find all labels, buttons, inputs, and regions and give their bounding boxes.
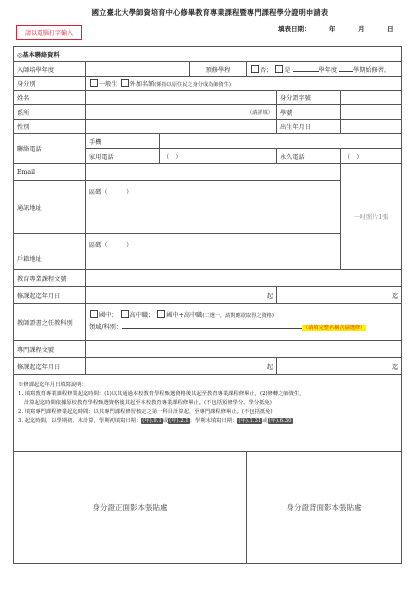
- mail-zip: 區碼（ ）: [89, 189, 133, 196]
- note-3a: 3. 起迄時間，以學期初、末計算，學期初填寫日期：: [18, 418, 142, 424]
- home-area-code: （ ）: [163, 153, 182, 161]
- cert-junior-checkbox[interactable]: [90, 310, 98, 318]
- domain-line: [89, 322, 398, 334]
- prof-period-label: 修課起迄年月日: [14, 358, 86, 375]
- home-phone-field[interactable]: [160, 149, 277, 164]
- prof-courses-label: 專門課程文號: [14, 341, 86, 358]
- date-sep-1: (年).9.1: [142, 418, 162, 424]
- pre-study-options: [247, 62, 402, 77]
- id-no-field[interactable]: [341, 91, 402, 105]
- note-3: [18, 417, 397, 426]
- id-back-area: [247, 452, 402, 564]
- prof-period-from[interactable]: [86, 358, 277, 375]
- cert-senior-checkbox[interactable]: [121, 310, 129, 318]
- id-back-label: 身分證背面影本張貼處: [286, 503, 362, 512]
- notes: [18, 381, 397, 426]
- email-field[interactable]: [86, 164, 341, 181]
- pre-yes-checkbox[interactable]: [275, 65, 283, 73]
- fill-date: [278, 24, 394, 33]
- identity-general-checkbox[interactable]: [90, 79, 98, 87]
- perm-phone-field[interactable]: [341, 149, 402, 164]
- edu-courses-field[interactable]: [86, 270, 402, 287]
- edu-from-label: 起: [266, 292, 273, 300]
- reg-zip: 區碼（ ）: [89, 242, 133, 249]
- mail-addr-label: 通訊地址: [14, 181, 86, 234]
- pre-study-label: 預修學程: [190, 62, 247, 77]
- cert-subject-field: [86, 304, 402, 341]
- dept-label: 系所: [14, 105, 86, 120]
- mail-addr-field[interactable]: [86, 181, 341, 234]
- birth-label: 出生年月日: [277, 120, 341, 134]
- domain-label: 領域/科別：: [89, 324, 123, 331]
- gender-field[interactable]: [86, 120, 277, 134]
- identity-extra-label: 外加名額: [129, 81, 155, 88]
- fill-date-label: 填表日期：: [278, 25, 311, 33]
- gender-label: 性別: [14, 120, 86, 134]
- pre-term-label: 學期始修習。: [353, 66, 391, 74]
- typing-notice: 請以電腦打字輸入: [16, 25, 82, 40]
- name-label: 姓名: [14, 91, 86, 105]
- reg-addr-label: 戶籍地址: [14, 234, 86, 270]
- cert-both-checkbox[interactable]: [157, 310, 165, 318]
- cert-subject-label: 教師證書之任教科別: [14, 304, 86, 341]
- edu-to-label: 迄: [391, 292, 399, 300]
- cert-both-label: 國中+高中職: [166, 312, 203, 319]
- mobile-label: 手機: [86, 134, 160, 149]
- id-no-label: 身分證字號: [277, 91, 341, 105]
- notes-section: [14, 375, 402, 452]
- prof-courses-field[interactable]: [86, 341, 402, 358]
- dept-note: （請詳填）: [247, 109, 273, 116]
- pre-no-label: 否；: [260, 66, 273, 74]
- section-basic-contact: ◎基本聯絡資料: [14, 47, 402, 62]
- note-3b: ；學期末填寫日期：: [189, 418, 238, 424]
- cert-senior-label: 高中職；: [129, 312, 155, 319]
- enroll-year-label: 入師培學年度: [14, 62, 86, 77]
- pre-no-checkbox[interactable]: [251, 65, 259, 73]
- pre-year-label: 學年度: [318, 66, 338, 74]
- email-label: Email: [14, 164, 86, 181]
- identity-options: [86, 77, 402, 91]
- fill-date-year: 年: [329, 25, 336, 33]
- pre-year-blank[interactable]: [293, 65, 319, 72]
- edu-courses-label: 教育專業課程文號: [14, 270, 86, 287]
- note-3-or2: 或: [262, 418, 268, 424]
- cert-level-options: [89, 310, 398, 322]
- identity-extra-note: (係指以原住民之身分成為師資生): [154, 82, 231, 88]
- student-no-field[interactable]: [341, 105, 402, 120]
- enroll-year-field[interactable]: [86, 62, 190, 77]
- mobile-field[interactable]: [160, 134, 402, 149]
- prof-from-label: 起: [266, 363, 273, 371]
- edu-period-from[interactable]: [86, 287, 277, 304]
- identity-extra-checkbox[interactable]: [121, 79, 129, 87]
- cert-note: (二選一，請對應欲取得之資格): [202, 313, 274, 319]
- perm-area-code: （ ）: [344, 153, 363, 161]
- identity-label: 身分別: [14, 77, 86, 91]
- fill-date-day: 日: [387, 25, 394, 33]
- cert-junior-label: 國中；: [99, 312, 118, 319]
- fill-date-month: 月: [358, 25, 365, 33]
- home-phone-label: 家用電話: [86, 149, 160, 164]
- application-form: [13, 46, 402, 564]
- prof-to-label: 迄: [391, 363, 399, 371]
- birth-field[interactable]: [341, 120, 402, 134]
- student-no-label: 學號: [277, 105, 341, 120]
- identity-general-label: 一般生: [99, 81, 118, 88]
- dept-field[interactable]: [86, 105, 277, 120]
- notes-head: ※修課起迄年月日填寫說明：: [18, 382, 87, 388]
- pre-term-blank[interactable]: [339, 65, 353, 72]
- note-2: 2. 填寫專門課程修業起迄時間：以其專門課程修習核定之第一科目計算起，至專門課程修畢止。(不包括抵免): [18, 409, 273, 415]
- note-1b: 計算起迄時間依據原校教育學程甄選資格後其起至本校教育專業課程修畢止。(不包括預修學分、學分抵免): [24, 400, 272, 406]
- note-3-or1: 或: [162, 418, 169, 424]
- domain-hint: （請填完整名稱含副選修）: [303, 325, 366, 331]
- reg-addr-field[interactable]: [86, 234, 341, 270]
- prof-period-to[interactable]: [277, 358, 402, 375]
- id-front-area: [14, 452, 247, 564]
- date-feb-1: (年).2.1: [169, 418, 189, 424]
- date-jan-31: (年).1.31: [238, 418, 262, 424]
- id-front-label: 身分證正面影本張貼處: [92, 503, 168, 512]
- pre-yes-label: 是: [284, 66, 291, 74]
- photo-label: 一吋照片1張: [353, 214, 389, 221]
- photo-area: [341, 164, 402, 270]
- edu-period-label: 修課起迄年月日: [14, 287, 86, 304]
- form-title: 國立臺北大學師資培育中心修畢教育專業課程暨專門課程學分證明申請表: [91, 8, 329, 17]
- edu-period-to[interactable]: [277, 287, 402, 304]
- date-jun-30: (年).6.30: [268, 418, 292, 424]
- domain-blank[interactable]: [122, 322, 302, 329]
- phone-label: 聯絡電話: [14, 134, 86, 164]
- name-field[interactable]: [86, 91, 277, 105]
- perm-phone-label: 永久電話: [277, 149, 341, 164]
- note-1a: 1. 填寫教育專業課程修業起迄時間：(1)以其通過本校教育學程甄選資格後其起至教育專業課程修畢止，(2)修轉之師資生，: [18, 391, 305, 397]
